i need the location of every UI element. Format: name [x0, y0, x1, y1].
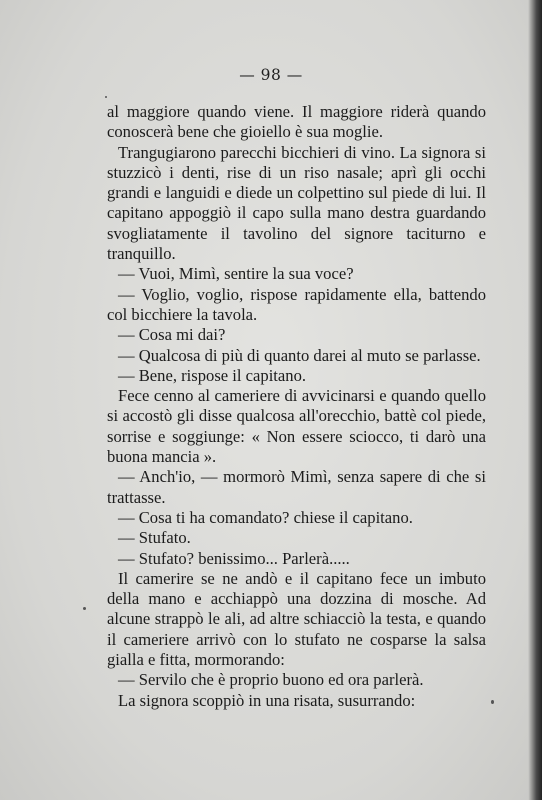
paragraph: — Qualcosa di più di quanto darei al muto se parlasse. — [118, 345, 481, 365]
paragraph: — Servilo che è proprio buono ed ora parlerà. — [118, 670, 424, 690]
paragraph: — Voglio, voglio, rispose rapidamente ella, battendo col bicchiere la tavola. — [107, 284, 486, 324]
paragraph: Fece cenno al cameriere di avvicinarsi e quando quello si accostò gli disse qualcosa all'orecchio, battè col piede, sorrise e soggiunge: « Non essere sciocco, ti darò una buona mancia ». — [107, 386, 486, 467]
speck — [83, 607, 86, 610]
speck — [491, 700, 494, 704]
page-edge-shadow — [528, 0, 542, 800]
paragraph: al maggiore quando viene. Il maggiore riderà quando conoscerà bene che gioiello è sua moglie. — [107, 102, 486, 142]
paragraph: — Anch'io, — mormorò Mimì, senza sapere di che si trattasse. — [107, 467, 486, 507]
paragraph: — Cosa mi dai? — [118, 325, 226, 345]
paragraph: — Vuoi, Mimì, sentire la sua voce? — [118, 264, 354, 284]
paragraph: Trangugiarono parecchi bicchieri di vino. La signora si stuzzicò i denti, rise di un riso nasale; aprì gli occhi grandi e languidi e diede un colpettino sul piede di lui. Il capitano appoggiò il capo sulla mano destra guardando svogliatamente il tavolino del signore taciturno e tranquillo. — [107, 142, 486, 264]
paragraph: — Bene, rispose il capitano. — [118, 365, 307, 385]
paragraph: — Stufato. — [118, 528, 191, 548]
paragraph: Il camerire se ne andò e il capitano fece un imbuto della mano e acchiappò una dozzina di mosche. Ad alcune strappò le ali, ad altre schiacciò la testa, e quando il cameriere arrivò con lo stufato ne cosparse la salsa gialla e fitta, mormorando: — [107, 568, 486, 670]
speck — [105, 96, 107, 98]
paragraph: La signora scoppiò in una risata, susurrando: — [118, 690, 416, 710]
body-text — [107, 102, 486, 711]
page-number: — 98 — — [239, 66, 303, 84]
paragraph: — Cosa ti ha comandato? chiese il capitano. — [118, 507, 413, 527]
paragraph: — Stufato? benissimo... Parlerà..... — [118, 548, 350, 568]
